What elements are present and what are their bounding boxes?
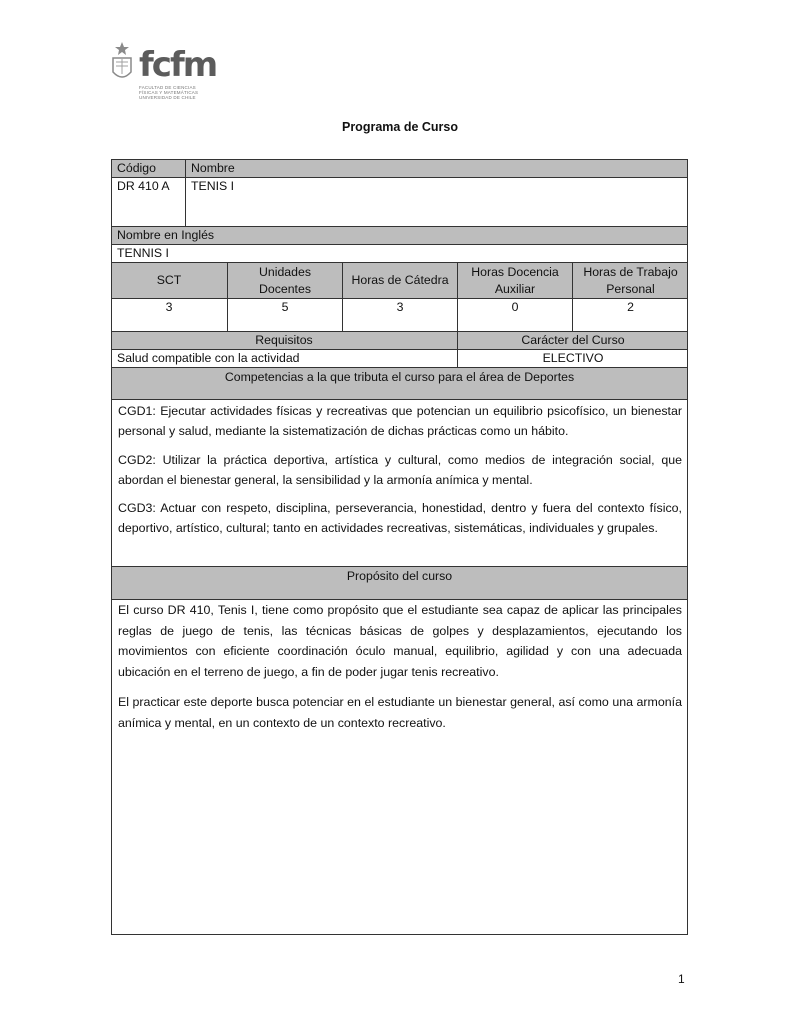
hours-header-sct: SCT [156,273,182,287]
nombre-ingles-label: Nombre en Inglés [117,228,215,242]
page-number: 1 [678,972,685,986]
hours-header-unidades: Unidades Docentes [259,264,311,296]
codigo-value: DR 410 A [117,179,170,193]
hours-value-catedra: 3 [396,300,404,314]
caracter-label: Carácter del Curso [521,333,625,347]
proposito-header: Propósito del curso [346,569,453,583]
hours-header-personal: Horas de Trabajo Personal [583,264,678,296]
competencia-cgd1: CGD1: Ejecutar actividades físicas y recreativas que potencian un equilibrio psicofísico, un bienestar personal y salud, mediante la sistematización de dichas prácticas como un hábito. [118,404,682,438]
logo-faculty-text: FACULTAD DE CIENCIAS FÍSICAS Y MATEMÁTICAS UNIVERSIDAD DE CHILE [139,85,199,100]
caracter-value: ELECTIVO [542,351,604,365]
requisitos-value: Salud compatible con la actividad [117,351,300,365]
logo-wordmark: fcfm [139,45,217,85]
hours-value-personal: 2 [627,300,634,314]
hours-value-sct: 3 [165,300,173,314]
proposito-paragraph-2: El practicar este deporte busca potenciar en el estudiante un bienestar general, así como una armonía anímica y mental, en un contexto de un contexto recreativo. [118,695,682,730]
competencias-header: Competencias a la que tributa el curso para el área de Deportes [224,370,575,384]
hours-header-auxiliar: Horas Docencia Auxiliar [471,264,559,296]
university-crest-icon [110,42,134,82]
nombre-label: Nombre [191,161,235,175]
codigo-label: Código [117,161,156,175]
hours-value-auxiliar: 0 [511,300,519,314]
nombre-ingles-value: TENNIS I [117,246,169,260]
competencia-cgd3: CGD3: Actuar con respeto, disciplina, perseverancia, honestidad, dentro y fuera del contexto físico, deportivo, artístico, cultural; tanto en actividades recreativas, sistemáticas, individuales y grupales. [118,501,682,535]
hours-header-catedra: Horas de Cátedra [351,273,449,287]
requisitos-label: Requisitos [255,333,313,347]
proposito-paragraph-1: El curso DR 410, Tenis I, tiene como propósito que el estudiante sea capaz de aplicar las principales reglas de juego de tenis, las técnicas básicas de golpes y desplazamientos, ejecutando los movimientos con eficiente coordinación óculo manual, equilibrio, agilidad y con una adecuada ubicación en el terreno de juego, a fin de poder jugar tenis recreativo. [118,603,682,679]
competencia-cgd2: CGD2: Utilizar la práctica deportiva, artística y cultural, como medios de integración social, que abordan el bienestar general, la sensibilidad y la armonía anímica y mental. [118,453,682,487]
fcfm-logo [110,42,217,104]
nombre-value: TENIS I [191,179,235,193]
hours-value-unidades: 5 [281,300,289,314]
document-title: Programa de Curso [341,120,458,134]
